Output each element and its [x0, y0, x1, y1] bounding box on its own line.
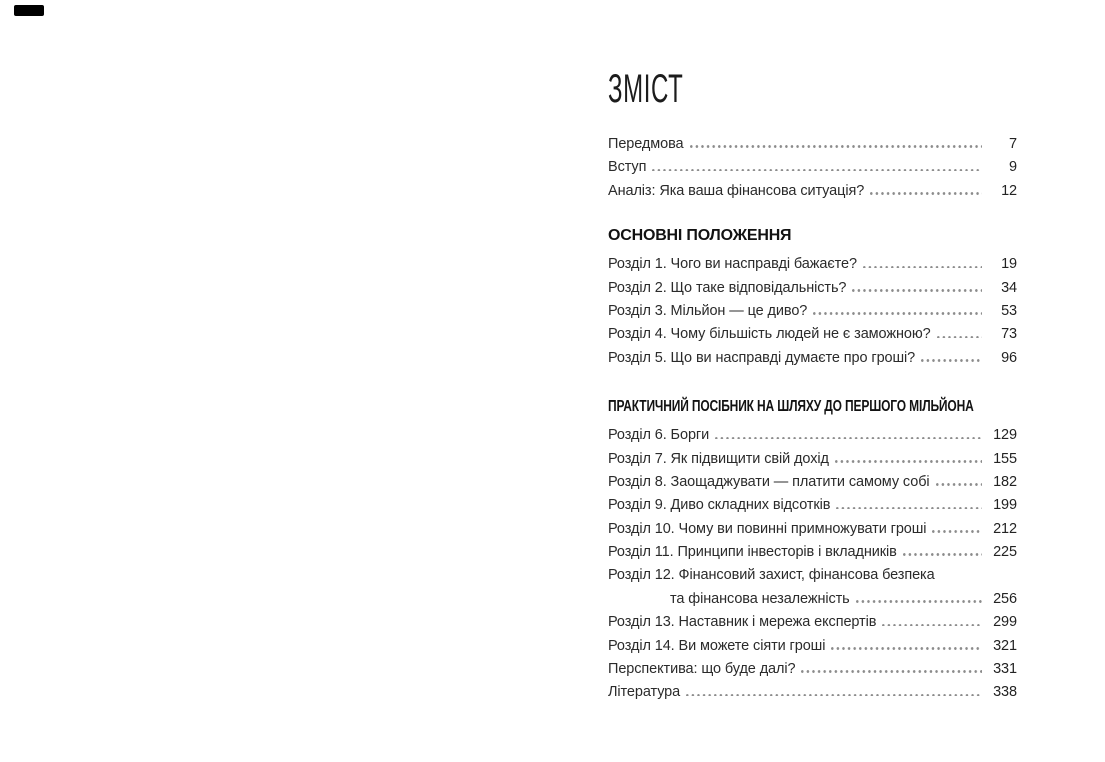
toc-page-number: 182 [993, 473, 1017, 490]
toc-entry-title: Аналіз: Яка ваша фінансова ситуація? [608, 182, 865, 199]
toc-entry-wrapped-second-line [608, 591, 1017, 614]
toc-entry-title: Передмова [608, 136, 684, 152]
toc-page-number: 256 [993, 590, 1017, 607]
toc-entry [608, 614, 1017, 637]
toc-page-number: 321 [993, 637, 1017, 654]
toc-page-number: 338 [993, 684, 1017, 701]
section-heading: ОСНОВНІ ПОЛОЖЕННЯ [608, 227, 792, 245]
toc-entry-title: Розділ 10. Чому ви повинні примножувати гроші [608, 520, 927, 537]
dot-leader [856, 600, 982, 603]
toc-page-number: 34 [1001, 279, 1017, 296]
toc-page-number: 9 [1009, 159, 1017, 176]
dot-leader [831, 647, 982, 650]
toc-page-number: 96 [1001, 349, 1017, 366]
toc-entry-title: Розділ 6. Борги [608, 427, 710, 444]
toc-entry [608, 638, 1017, 661]
toc-entry [608, 183, 1017, 206]
toc-entry-title: Розділ 8. Заощаджувати — платити самому собі [608, 473, 930, 490]
toc-entry [608, 256, 1017, 279]
dot-leader [937, 336, 982, 339]
dot-leader [936, 483, 982, 486]
dot-leader [863, 266, 982, 269]
dot-leader [801, 670, 982, 673]
toc-entry-title: Розділ 12. Фінансовий захист, фінансова безпека [608, 567, 935, 584]
toc-entry-title: та фінансова незалежність [670, 590, 850, 607]
toc-entry [608, 136, 1017, 159]
toc-entry-title: Перспектива: що буде далі? [608, 661, 796, 678]
toc-entry [608, 474, 1017, 497]
toc-entry-title: Розділ 4. Чому більшість людей не є заможною? [608, 326, 931, 343]
dot-leader [813, 312, 982, 315]
page-title: ЗМІСТ [608, 67, 684, 111]
toc-page-number: 73 [1001, 326, 1017, 343]
dot-leader [932, 530, 982, 533]
dot-leader [686, 694, 982, 697]
dot-leader [903, 553, 982, 556]
toc-page-number: 299 [993, 614, 1017, 631]
toc-page-number: 225 [993, 544, 1017, 561]
dot-leader [690, 145, 983, 148]
toc-page-number: 155 [993, 450, 1017, 467]
toc-entry [608, 427, 1017, 450]
dot-leader [870, 192, 982, 195]
dot-leader [715, 437, 982, 440]
toc-entry-title: Розділ 9. Диво складних відсотків [608, 497, 831, 514]
toc-page-number: 53 [1001, 302, 1017, 319]
toc-entry [608, 521, 1017, 544]
toc-entry [608, 280, 1017, 303]
toc-entry [608, 350, 1017, 373]
dot-leader [835, 460, 982, 463]
dot-leader [652, 169, 982, 172]
toc-entry [608, 661, 1017, 684]
toc-page-number: 199 [993, 497, 1017, 514]
toc-entry-title: Розділ 13. Наставник і мережа експертів [608, 614, 877, 631]
dot-leader [921, 359, 982, 362]
toc-page-number: 212 [993, 520, 1017, 537]
toc-entry-title: Розділ 5. Що ви насправді думаєте про гроші? [608, 349, 916, 366]
dot-leader [836, 507, 982, 510]
table-of-contents [608, 67, 1017, 708]
toc-entry-title: Розділ 2. Що таке відповідальність? [608, 279, 847, 296]
toc-entry [608, 159, 1017, 182]
toc-entry-title: Література [608, 684, 681, 701]
toc-page-number: 19 [1001, 256, 1017, 273]
toc-page-number: 129 [993, 427, 1017, 444]
dot-leader [852, 289, 982, 292]
toc-entry [608, 497, 1017, 520]
toc-entry [608, 326, 1017, 349]
toc-entry [608, 303, 1017, 326]
toc-page-number: 12 [1001, 182, 1017, 199]
toc-entry-title: Розділ 14. Ви можете сіяти гроші [608, 637, 826, 654]
toc-entry-wrapped-first-line [608, 567, 1017, 590]
toc-entry [608, 451, 1017, 474]
corner-mark [14, 5, 44, 16]
dot-leader [882, 624, 982, 627]
toc-page-number: 7 [1009, 136, 1017, 152]
toc-entry-title: Розділ 3. Мільйон — це диво? [608, 302, 808, 319]
toc-entry-title: Вступ [608, 159, 647, 176]
toc-entry [608, 684, 1017, 707]
toc-entry-title: Розділ 7. Як підвищити свій дохід [608, 450, 829, 467]
toc-entry-title: Розділ 11. Принципи інвесторів і вкладників [608, 544, 897, 561]
toc-entry-title: Розділ 1. Чого ви насправді бажаєте? [608, 256, 857, 273]
toc-page-number: 331 [993, 661, 1017, 678]
section-heading: ПРАКТИЧНИЙ ПОСІБНИК НА ШЛЯХУ ДО ПЕРШОГО МІЛЬЙОНА [608, 398, 974, 416]
toc-entry [608, 544, 1017, 567]
